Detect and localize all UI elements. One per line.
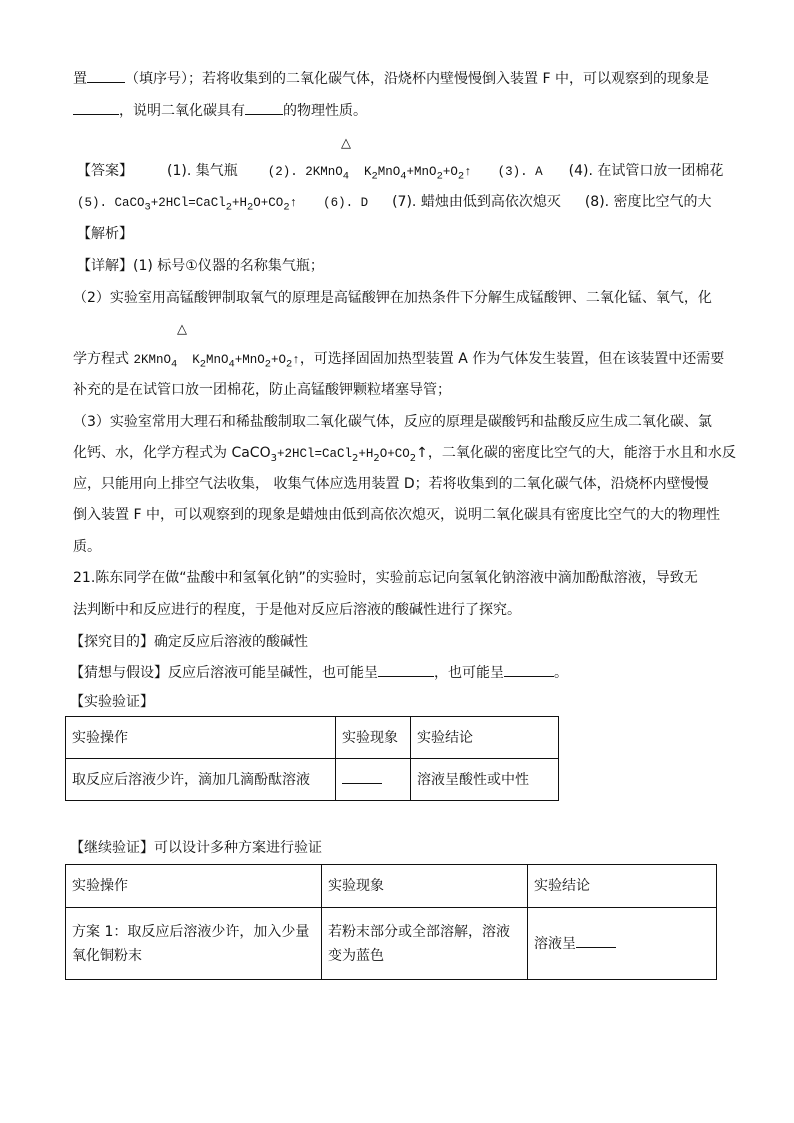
answer-item: (7). 蜡烛由低到高依次熄灭: [392, 194, 561, 210]
analysis-label: 【解析】: [77, 226, 133, 242]
section-heading: 【继续验证】可以设计多种方案进行验证: [70, 840, 322, 856]
equation: 2KMnO$_4$ $K_2MnO_4+MnO_2+O_2↑$: [133, 353, 300, 371]
answer-blank: [504, 662, 554, 677]
text: ，说明二氧化碳具有: [119, 103, 245, 119]
answer-item: (4). 在试管口放一团棉花: [568, 163, 724, 179]
table-header: 实验现象: [336, 717, 411, 759]
text-line: 质。: [73, 539, 101, 555]
text-line: 倒入装置 F 中，可以观察到的现象是蜡烛由低到高依次熄灭，说明二氧化碳具有密度比空气的大的物理性: [73, 507, 720, 523]
heating-delta-symbol: △: [341, 136, 351, 151]
text-line: （2）实验室用高锰酸钾制取氧气的原理是高锰酸钾在加热条件下分解生成锰酸钾、二氧化锰、氧气，化: [73, 290, 712, 306]
equation: (5). $CaCO_3+2HCl=CaCl_2+H_2O+CO_2↑$: [77, 196, 298, 214]
answer-label: 【答案】: [77, 163, 133, 179]
section-heading: 【探究目的】确定反应后溶液的酸碱性: [70, 634, 308, 650]
text: 的物理性质。: [283, 103, 367, 119]
table-cell: 方案 1：取反应后溶液少许，加入少量 氧化铜粉末: [66, 908, 322, 980]
text-line: [73, 100, 367, 121]
table-cell: 溶液呈酸性或中性: [411, 759, 559, 801]
table-cell: 溶液呈: [528, 908, 717, 980]
answer-blank: [87, 68, 125, 83]
table-header: 实验结论: [528, 865, 717, 908]
text-line: 化钙、水，化学方程式为 $CaCO_3+2HCl=CaCl_2+H_2O+CO_2↑$，二氧化碳的密度比空气的大，能溶于水且和水反: [73, 445, 736, 464]
answer-blank: [576, 933, 616, 948]
verification-table: [65, 716, 559, 801]
text-line: （3）实验室常用大理石和稀盐酸制取二氧化碳气体，反应的原理是碳酸钙和盐酸反应生成二氧化碳、氯: [73, 414, 712, 430]
equation: (2). 2KMnO$_4$ $K_2MnO_4+MnO_2+O_2↑$: [267, 165, 472, 183]
continue-verification-table: [65, 864, 717, 980]
hypothesis-line: 【猜想与假设】反应后溶液可能呈碱性，也可能呈 ，也可能呈 。: [70, 662, 568, 683]
answer-line: [77, 161, 723, 187]
table-cell: 取反应后溶液少许，滴加几滴酚酞溶液: [66, 759, 336, 801]
answer-item: (8). 密度比空气的大: [584, 194, 712, 210]
heating-delta-symbol: △: [177, 322, 187, 337]
table-header: 实验现象: [322, 865, 528, 908]
text-line: 应，只能用向上排空气法收集， 收集气体应选用装置 D；若将收集到的二氧化碳气体，沿烧杯内壁慢慢: [73, 476, 709, 492]
answer-item: (1). 集气瓶: [167, 163, 238, 179]
question-text: 法判断中和反应进行的程度，于是他对反应后溶液的酸碱性进行了探究。: [73, 602, 521, 618]
answer-blank: [342, 769, 382, 784]
text-line: 学方程式 2KMnO$_4$ $K_2MnO_4+MnO_2+O_2↑$，可选择固固加热型装置 A 作为气体发生装置，但在该装置中还需要: [73, 351, 725, 371]
table-cell: [336, 759, 411, 801]
text: （填序号）；若将收集到的二氧化碳气体，沿烧杯内壁慢慢倒入装置 F 中，可以观察到的现象是: [125, 71, 709, 87]
text-line: [73, 68, 709, 89]
answer-item: (3). A: [497, 165, 543, 179]
text-line: 【详解】(1) 标号①仪器的名称集气瓶；: [77, 258, 324, 274]
answer-blank: [73, 100, 119, 115]
table-header: 实验结论: [411, 717, 559, 759]
section-heading: 【实验验证】: [70, 694, 154, 710]
text-line: 补充的是在试管口放一团棉花，防止高锰酸钾颗粒堵塞导管；: [73, 382, 451, 398]
table-cell: 若粉末部分或全部溶解，溶液 变为蓝色: [322, 908, 528, 980]
table-header: 实验操作: [66, 717, 336, 759]
table-header: 实验操作: [66, 865, 322, 908]
answer-item: (6). D: [323, 196, 369, 210]
answer-blank: [378, 662, 434, 677]
text: 置: [73, 71, 87, 87]
answer-line: [77, 192, 712, 218]
answer-blank: [245, 100, 283, 115]
question-text: 21.陈东同学在做“盐酸中和氢氧化钠”的实验时，实验前忘记向氢氧化钠溶液中滴加酚酞溶液，导致无: [73, 570, 698, 586]
